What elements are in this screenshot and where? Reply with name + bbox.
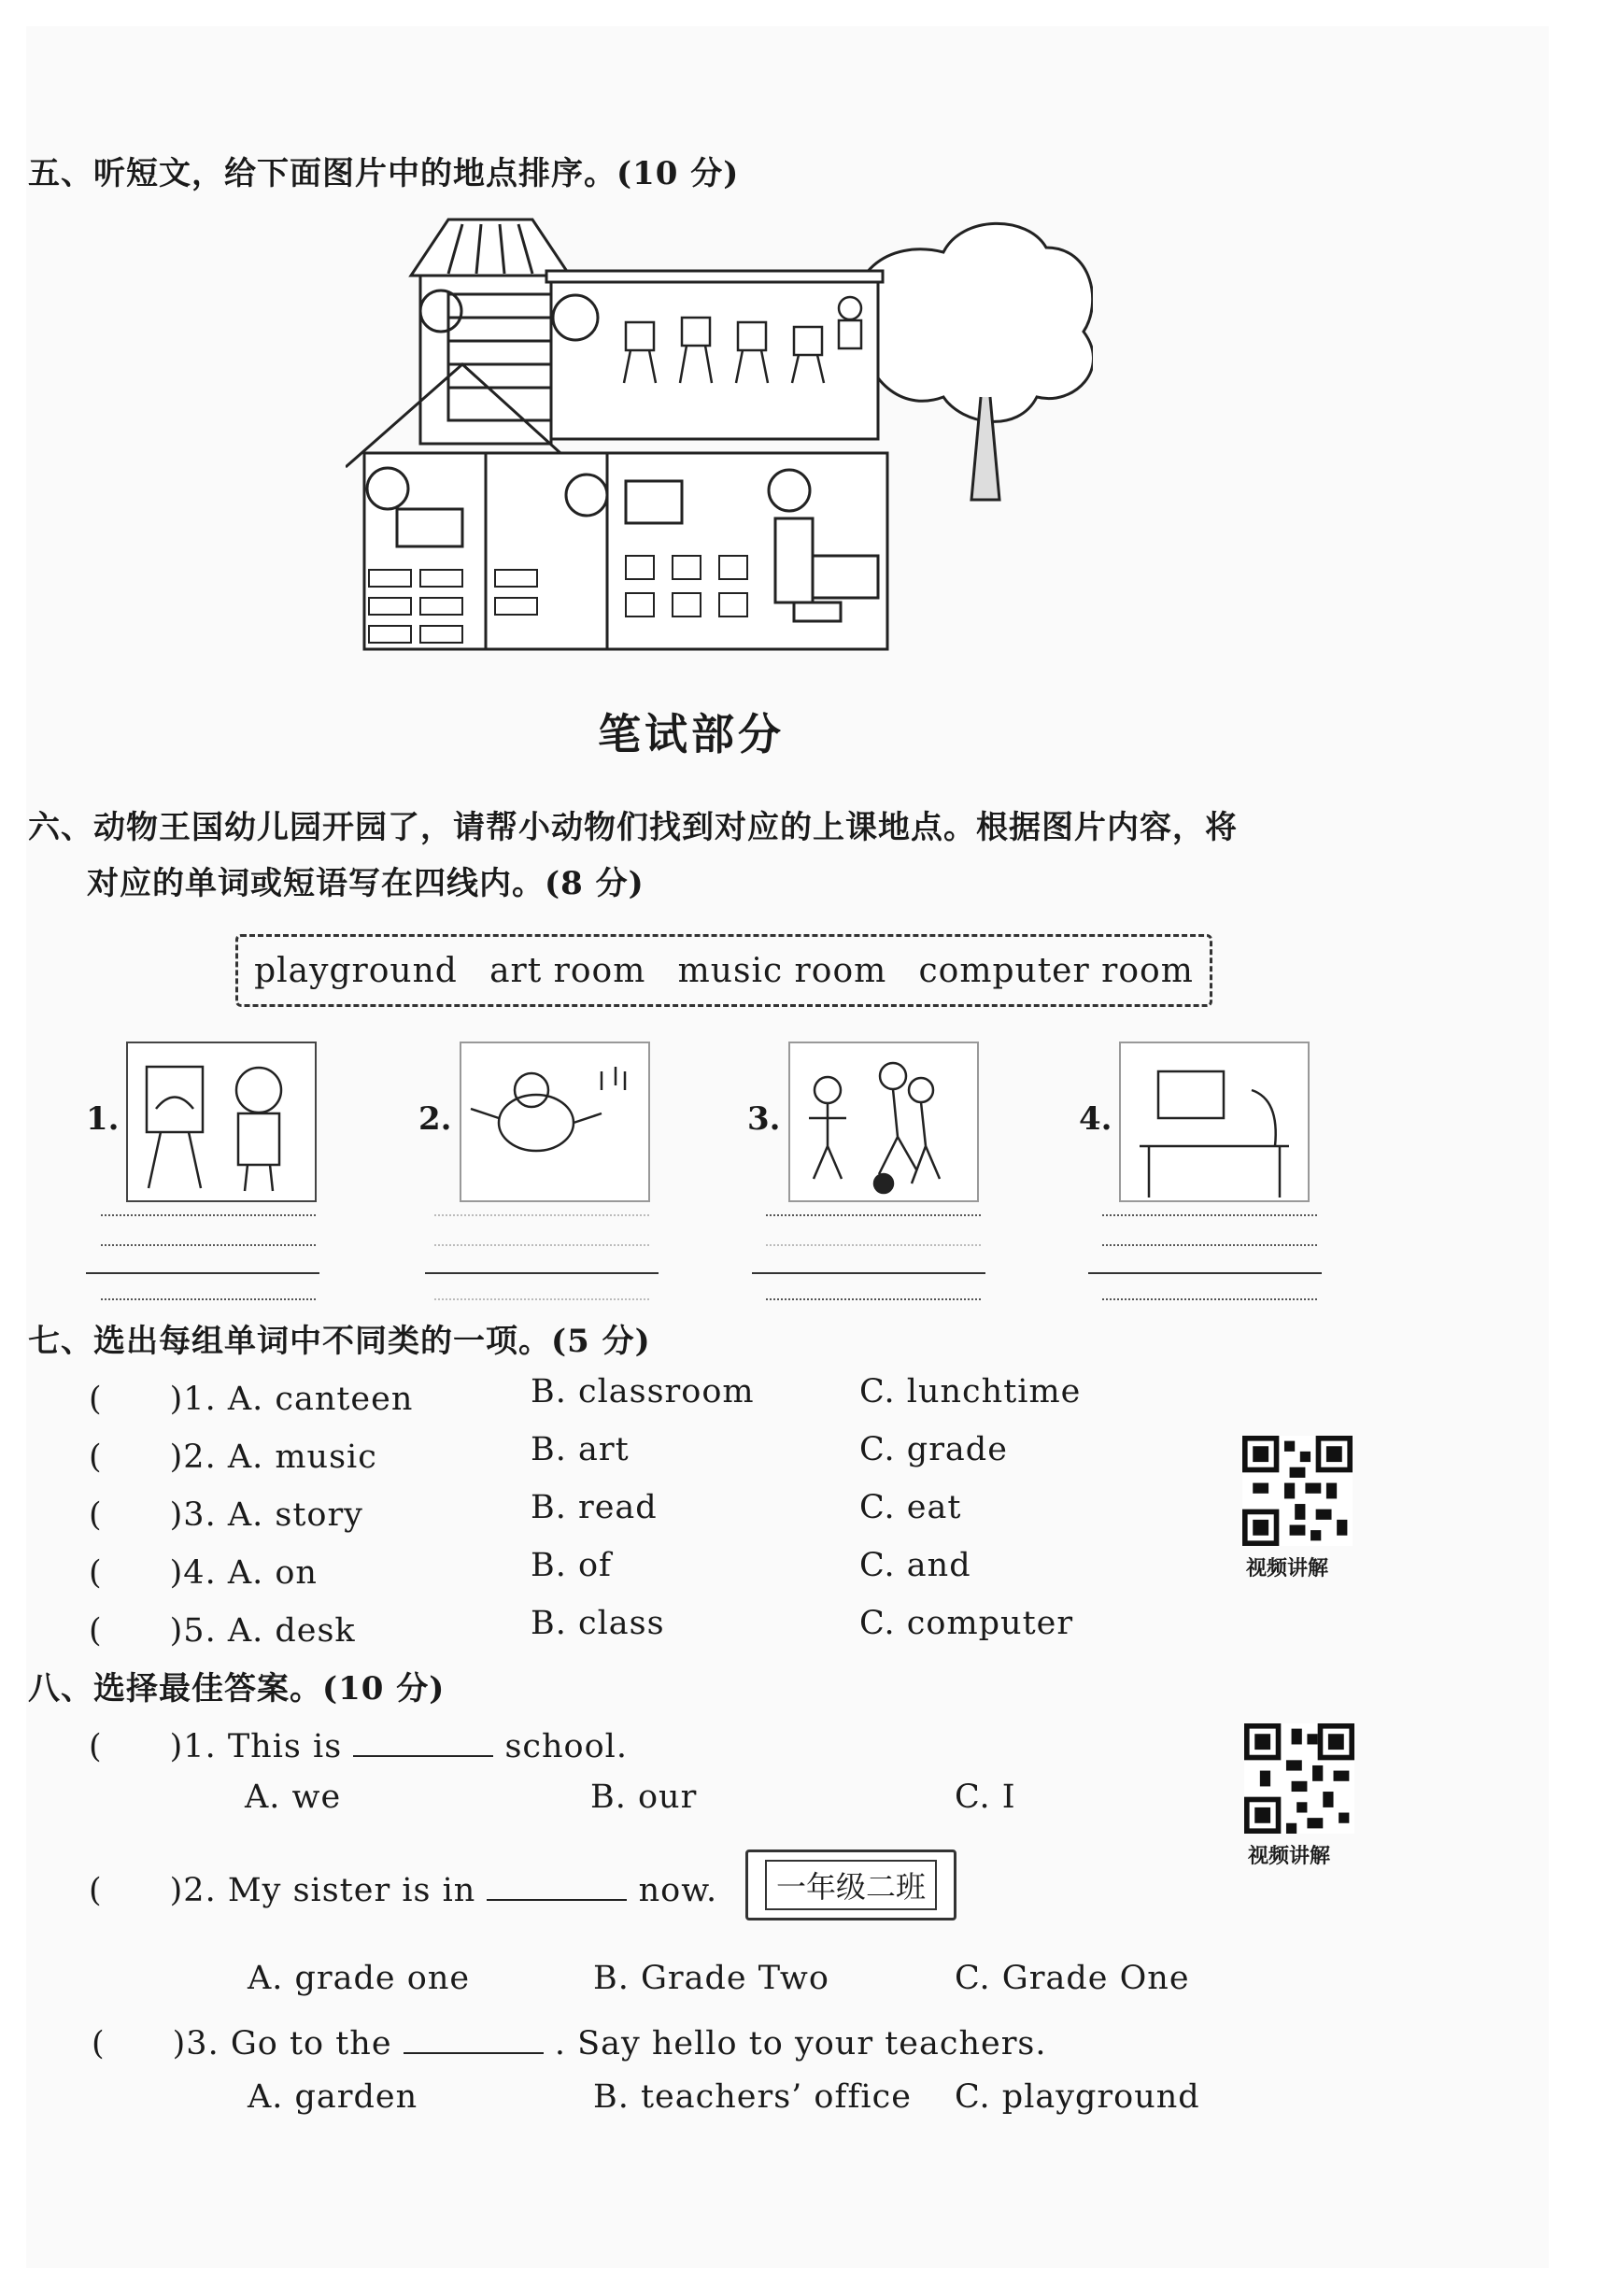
q8-2-question	[89, 1864, 717, 1911]
q7-1-stem: ( )1. A. canteen	[89, 1381, 414, 1418]
q8-2-option-a: A. grade one	[248, 1960, 471, 1997]
q7-5-option-b: B. class	[531, 1605, 665, 1642]
picture-number: 3.	[747, 1100, 781, 1138]
computer-desk-picture	[1119, 1042, 1310, 1202]
section6-heading-line1: 六、动物王国幼儿园开园了，请帮小动物们找到对应的上课地点。根据图片内容，将	[28, 809, 1238, 846]
section8-heading: 八、选择最佳答案。(10 分)	[28, 1670, 446, 1708]
q7-3-option-c: C. eat	[859, 1489, 962, 1526]
word-bank-item: playground	[254, 951, 458, 990]
picture-number: 4.	[1079, 1100, 1112, 1138]
section6-heading-line2: 对应的单词或短语写在四线内。(8 分)	[87, 865, 645, 902]
q8-3-option-b: B. teachers’ office	[593, 2078, 912, 2116]
q8-1-stem: ( )1. This is	[89, 1728, 343, 1765]
q8-1-option-b: B. our	[590, 1779, 698, 1816]
section5-heading: 五、听短文，给下面图片中的地点排序。(10 分)	[28, 155, 740, 192]
qr-code-icon[interactable]	[1242, 1436, 1353, 1546]
school-building-illustration	[346, 210, 1093, 677]
q8-3-option-a: A. garden	[248, 2078, 418, 2116]
word-bank	[235, 934, 1212, 1007]
q7-5-option-c: C. computer	[859, 1605, 1074, 1642]
q7-2-stem: ( )2. A. music	[89, 1439, 377, 1476]
q8-1-blank[interactable]	[353, 1727, 493, 1757]
singing-bird-picture	[460, 1042, 650, 1202]
q7-1-option-c: C. lunchtime	[859, 1373, 1082, 1410]
q7-4-option-c: C. and	[859, 1547, 971, 1584]
section7-heading: 七、选出每组单词中不同类的一项。(5 分)	[28, 1323, 651, 1360]
q7-3-stem: ( )3. A. story	[89, 1496, 363, 1534]
q8-3-option-c: C. playground	[955, 2078, 1200, 2116]
q8-2-option-c: C. Grade One	[955, 1960, 1190, 1997]
qr-label: 视频讲解	[1246, 1557, 1329, 1580]
q8-1-tail: school.	[504, 1728, 629, 1765]
class-sign-text: 一年级二班	[765, 1860, 937, 1910]
written-part-title: 笔试部分	[598, 709, 785, 759]
q8-3-tail: . Say hello to your teachers.	[554, 2025, 1047, 2062]
q8-3-question	[92, 2018, 1047, 2064]
q8-1-question	[89, 1721, 628, 1767]
picture-number: 2.	[418, 1100, 452, 1138]
q8-3-stem: ( )3. Go to the	[92, 2025, 392, 2062]
picture-number: 1.	[86, 1100, 120, 1138]
word-bank-item: art room	[489, 951, 646, 990]
q8-2-blank[interactable]	[487, 1871, 627, 1901]
q8-2-stem: ( )2. My sister is in	[89, 1872, 476, 1909]
word-bank-item: music room	[677, 951, 887, 990]
tiger-painting-picture	[126, 1042, 317, 1202]
q7-4-stem: ( )4. A. on	[89, 1554, 318, 1592]
q7-2-option-c: C. grade	[859, 1431, 1008, 1468]
q7-3-option-b: B. read	[531, 1489, 658, 1526]
qr-code-icon[interactable]	[1244, 1723, 1354, 1834]
q8-2-option-b: B. Grade Two	[593, 1960, 829, 1997]
word-bank-item: computer room	[918, 951, 1194, 990]
q8-1-option-a: A. we	[245, 1779, 342, 1816]
children-playing-picture	[788, 1042, 979, 1202]
qr-label: 视频讲解	[1248, 1845, 1331, 1868]
class-sign	[745, 1850, 956, 1920]
q8-1-option-c: C. I	[955, 1779, 1016, 1816]
q7-4-option-b: B. of	[531, 1547, 612, 1584]
q8-3-blank[interactable]	[404, 2024, 544, 2054]
q8-2-tail: now.	[638, 1872, 718, 1909]
q7-5-stem: ( )5. A. desk	[89, 1612, 356, 1650]
q7-2-option-b: B. art	[531, 1431, 630, 1468]
q7-1-option-b: B. classroom	[531, 1373, 755, 1410]
